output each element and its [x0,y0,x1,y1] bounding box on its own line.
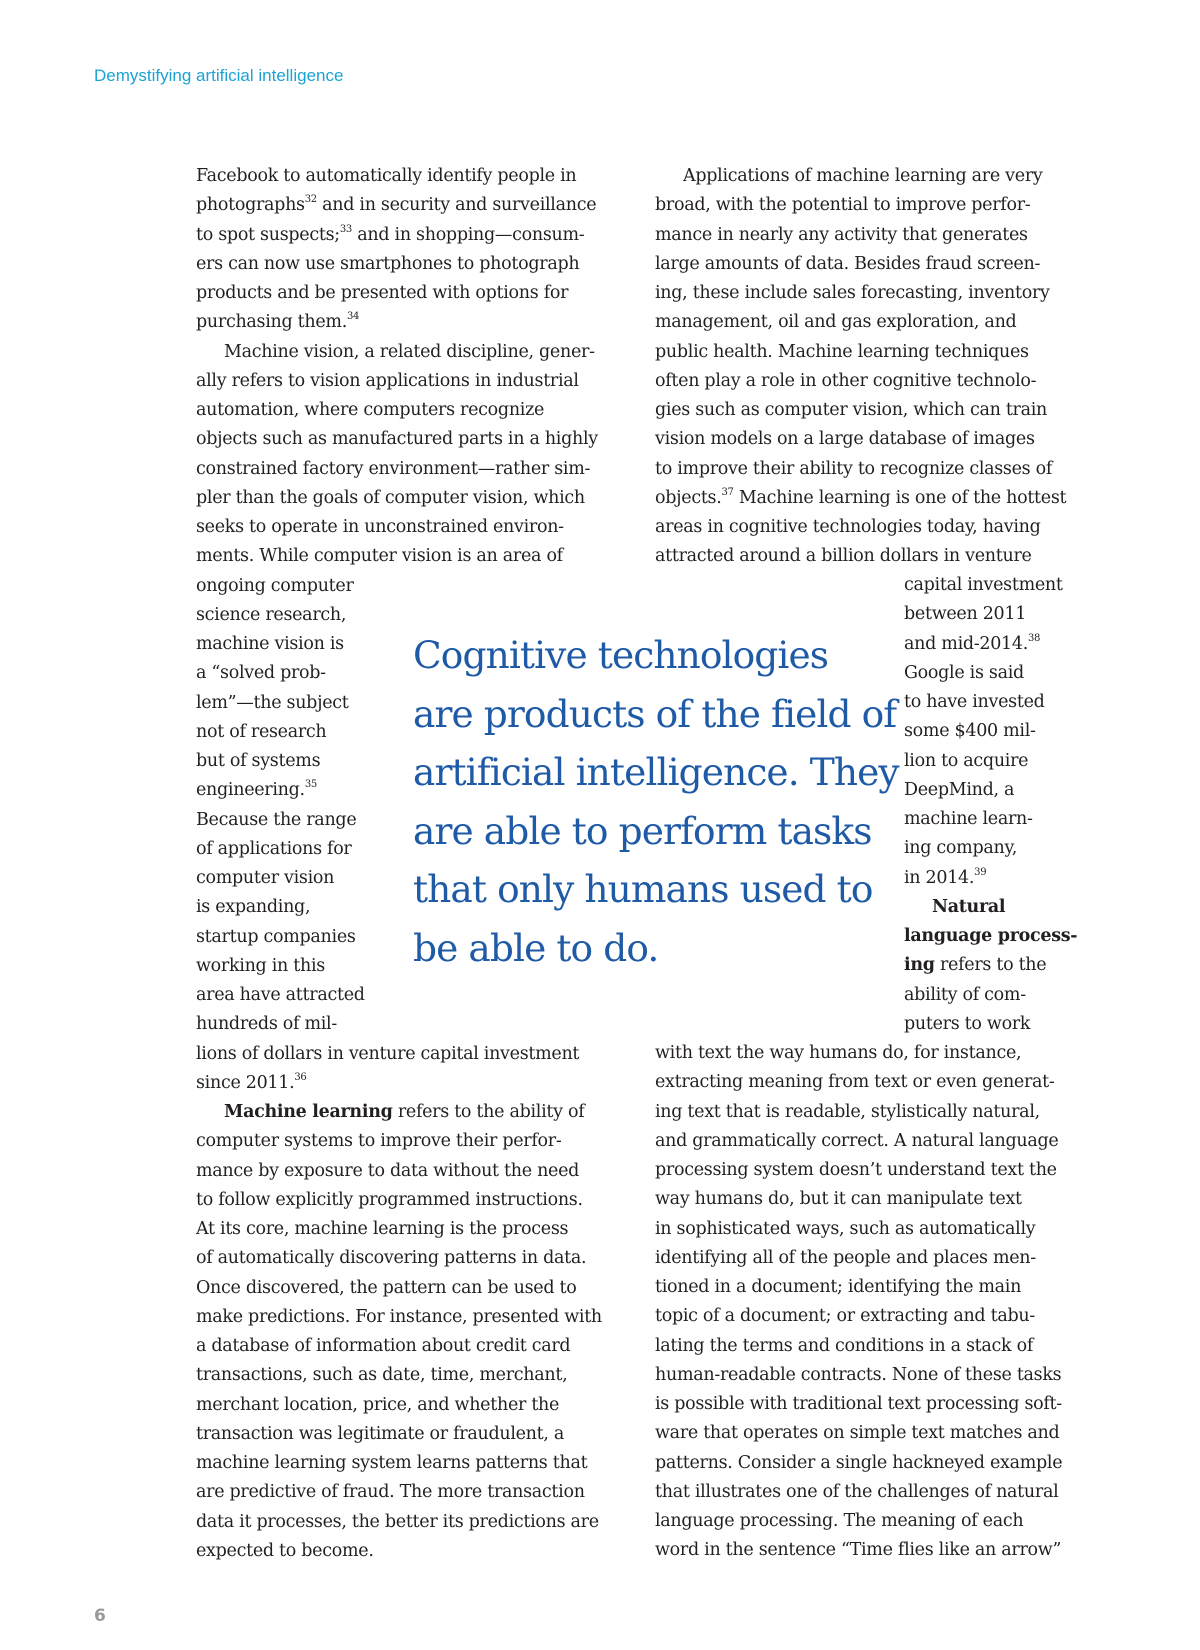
running-header: Demystifying artificial intelligence [94,66,344,85]
text-line [655,459,1052,479]
line-text: ability of com- [904,984,1026,1005]
text-line [655,1219,1035,1239]
text-line [904,663,1024,683]
text-line [196,605,346,625]
line-text: and grammatically correct. A natural language [655,1130,1059,1151]
text-line [904,955,1046,975]
text-line [932,897,1005,917]
line-text: with text the way humans do, for instance, [655,1043,1022,1063]
page-number: 6 [94,1606,106,1626]
text-line [196,1541,374,1561]
line-text: large amounts of data. Besides fraud screen- [655,253,1041,274]
pull-quote-line: Cognitive technologies [413,633,829,677]
line-text: area have attracted [196,985,365,1005]
text-line [655,1453,1062,1473]
text-line [904,985,1026,1005]
line-text: tioned in a document; identifying the main [655,1277,1022,1297]
line-text: purchasing them. [196,312,347,333]
line-text: word in the sentence “Time flies like an arrow” [655,1540,1062,1561]
footnote-ref: 34 [346,311,360,323]
pull-quote [413,626,899,977]
text-line [196,839,352,859]
text-line [655,1540,1061,1560]
text-line [655,1423,1059,1443]
line-text: lions of dollars in venture capital investment [196,1043,580,1064]
footnote-ref: 35 [304,779,317,791]
line-text: gies such as computer vision, which can train [655,400,1048,420]
line-text: capital investment [904,575,1063,595]
footnote-ref: 37 [721,486,734,498]
text-line [655,371,1036,391]
line-text: pler than the goals of computer vision, which [196,487,585,508]
text-line [224,342,595,362]
line-text: some $400 mil- [904,721,1036,742]
line-text: engineering. [196,780,305,801]
text-line [655,546,1032,566]
line-text: way humans do, but it can manipulate text [655,1189,1022,1210]
line-text: working in this [196,955,325,976]
text-line [196,693,349,713]
line-text: mance by exposure to data without the need [196,1160,580,1181]
line-text: ing text that is readable, stylistically natural, [655,1101,1040,1122]
line-text: to have invested [904,692,1045,712]
text-line [655,1102,1040,1122]
pull-quote-line: are products of the field of [413,691,897,736]
text-line [196,517,564,537]
text-line [196,1219,568,1239]
text-line [196,1073,307,1093]
text-line [196,956,325,976]
line-text: DeepMind, a [904,779,1015,800]
text-line [196,663,326,683]
text-line [904,926,1077,946]
text-line [904,751,1028,771]
line-text: ers can now use smartphones to photograph [196,253,580,274]
line-text: ware that operates on simple text matches and [655,1423,1060,1444]
line-text: lem”—the subject [196,692,349,713]
text-line [196,751,320,771]
text-line [904,780,1014,800]
line-text: management, oil and gas exploration, and [655,312,1017,333]
line-text: human-readable contracts. None of these tasks [655,1364,1062,1385]
text-line [655,488,1066,508]
line-text: in 2014. [904,867,975,888]
text-line [196,1395,559,1415]
text-line [655,1394,1062,1414]
text-line [196,780,317,800]
line-text: attracted around a billion dollars in venture [655,546,1032,567]
line-text: identifying all of the people and places men- [655,1247,1036,1268]
text-line [196,312,359,332]
bold-term: Natural [932,896,1006,917]
line-text: a database of information about credit card [196,1336,571,1356]
text-line [655,1306,1035,1326]
text-line [655,342,1029,362]
text-line [196,1453,587,1473]
line-text: refers to the ability of [392,1102,585,1122]
line-text: computer vision [196,868,335,888]
footnote-ref: 32 [304,194,317,206]
line-text: processing system doesn’t understand text the [655,1160,1057,1180]
footnote-ref: 38 [1027,632,1041,644]
footnote-ref: 36 [294,1071,307,1083]
text-line [655,1160,1057,1180]
footnote-ref: 33 [339,223,352,235]
text-line [196,166,576,186]
line-text: mance in nearly any activity that generates [655,224,1028,245]
line-text: lating the terms and conditions in a stack of [655,1335,1034,1356]
line-text: transaction was legitimate or fraudulent, a [196,1423,565,1444]
text-line [904,809,1033,829]
text-line [655,400,1047,420]
line-text: is possible with traditional text processing soft- [655,1394,1062,1414]
line-text: ing, these include sales forecasting, inventory [655,283,1050,303]
line-text: are predictive of fraud. The more transaction [196,1482,585,1503]
text-line [655,225,1028,245]
line-text: to spot suspects; [196,224,340,245]
line-text: vision models on a large database of images [655,429,1035,450]
line-text: but of systems [196,751,321,771]
text-line [904,721,1036,741]
line-text: science research, [196,604,347,625]
line-text: objects. [655,487,722,508]
text-line [196,634,344,654]
text-line [655,1511,1023,1531]
line-text: of automatically discovering patterns in data. [196,1248,587,1269]
line-text: make predictions. For instance, presented with [196,1306,602,1327]
line-text: seeks to operate in unconstrained environ- [196,517,564,537]
line-text: is expanding, [196,897,311,918]
text-line [655,429,1035,449]
line-text: topic of a document; or extracting and tabu- [655,1306,1035,1327]
text-line [904,868,986,888]
text-line [904,604,1026,624]
pull-quote-line: are able to perform tasks [413,808,872,853]
line-text: At its core, machine learning is the process [196,1219,569,1239]
footnote-ref: 39 [974,866,987,878]
line-text: between 2011 [904,604,1027,625]
text-line [196,283,568,303]
text-line [196,429,598,449]
line-text: objects such as manufactured parts in a highly [196,429,598,450]
text-line [904,692,1045,712]
line-text: data it processes, the better its predictions are [196,1511,599,1532]
line-text: broad, with the potential to improve perfor- [655,195,1031,216]
text-line [196,810,356,830]
line-text: ments. While computer vision is an area of [196,546,563,567]
text-line [196,371,579,391]
line-text: ongoing computer [196,575,354,596]
text-line [655,1336,1033,1356]
bold-term: ing [904,955,935,976]
line-text: machine learning system learns patterns that [196,1453,588,1473]
line-text: transactions, such as date, time, merchant, [196,1365,568,1386]
line-text: puters to work [904,1013,1031,1034]
text-line [655,1248,1036,1268]
text-line [196,1131,561,1151]
pull-quote-line: be able to do. [413,925,659,970]
text-line [196,722,326,742]
line-text: photographs [196,195,305,216]
text-line [196,868,334,888]
text-line [196,1512,599,1532]
line-text: expected to become. [196,1540,374,1561]
line-text: Machine vision, a related discipline, gener- [224,341,595,362]
line-text: merchant location, price, and whether the [196,1394,560,1415]
line-text: refers to the [934,955,1047,976]
text-line [655,1189,1022,1209]
text-line [224,1102,584,1122]
line-text: to improve their ability to recognize classes of [655,458,1053,479]
text-line [655,1043,1021,1063]
line-text: lion to acquire [904,750,1029,771]
text-line [196,195,596,215]
line-text: Facebook to automatically identify people in [196,166,577,186]
text-line [196,1248,586,1268]
line-text: extracting meaning from text or even generat- [655,1072,1055,1093]
text-line [196,1365,567,1385]
text-line [655,1365,1061,1385]
text-line [196,1424,564,1444]
text-line [196,1014,337,1034]
text-line [196,459,590,479]
bold-term: Machine learning [224,1102,393,1122]
text-line [196,897,310,917]
line-text: hundreds of mil- [196,1014,337,1035]
line-text: to follow explicitly programmed instructions. [196,1189,583,1210]
line-text: machine learn- [904,809,1033,829]
line-text: products and be presented with options for [196,283,569,303]
text-line [196,488,585,508]
text-line [196,254,579,274]
text-line [196,985,365,1005]
text-line [655,312,1016,332]
line-text: that illustrates one of the challenges of natural [655,1481,1059,1502]
pull-quote-line: artificial intelligence. They [413,750,899,794]
text-line [196,1336,570,1356]
line-text: Machine learning is one of the hottest [733,487,1067,508]
line-text: patterns. Consider a single hackneyed example [655,1452,1063,1473]
text-line [196,225,584,245]
line-text: since 2011. [196,1072,295,1093]
text-line [196,1482,585,1502]
line-text: automation, where computers recognize [196,400,545,420]
text-line [655,1482,1058,1502]
line-text: a “solved prob- [196,663,326,684]
text-line [655,1072,1055,1092]
bold-term: language process- [904,926,1078,946]
line-text: and in shopping—consum- [351,224,585,245]
text-line [904,575,1063,595]
text-line [655,254,1040,274]
line-text: language processing. The meaning of each [655,1511,1024,1531]
text-line [196,400,544,420]
line-text: computer systems to improve their perfor- [196,1131,562,1152]
line-text: not of research [196,721,327,742]
line-text: public health. Machine learning techniques [655,341,1029,362]
line-text: Once discovered, the pattern can be used to [196,1277,577,1298]
text-line [196,927,356,947]
line-text: and mid-2014. [904,633,1028,654]
line-text: areas in cognitive technologies today, having [655,517,1041,537]
text-line [904,1014,1030,1034]
text-line [655,1277,1021,1297]
text-line [904,838,1017,858]
text-line [904,634,1040,654]
line-text: ally refers to vision applications in industrial [196,370,579,391]
line-text: startup companies [196,926,356,947]
text-line [196,546,563,566]
line-text: Because the range [196,809,357,830]
text-line [196,576,354,596]
line-text: often play a role in other cognitive technolo- [655,370,1037,391]
text-line [655,517,1041,537]
text-line [196,1044,579,1064]
line-text: in sophisticated ways, such as automatically [655,1218,1036,1239]
text-line [196,1161,579,1181]
line-text: constrained factory environment—rather sim- [196,458,591,479]
text-line [655,283,1050,303]
text-line [683,166,1042,186]
text-line [655,195,1030,215]
line-text: and in security and surveillance [316,195,597,216]
line-text: Applications of machine learning are very [683,166,1043,186]
text-line [196,1307,602,1327]
line-text: Google is said [904,662,1024,683]
text-line [655,1131,1058,1151]
line-text: of applications for [196,838,352,859]
text-line [196,1190,583,1210]
text-line [196,1278,576,1298]
line-text: machine vision is [196,634,344,654]
line-text: ing company, [904,838,1017,859]
pull-quote-line: that only humans used to [413,867,873,911]
